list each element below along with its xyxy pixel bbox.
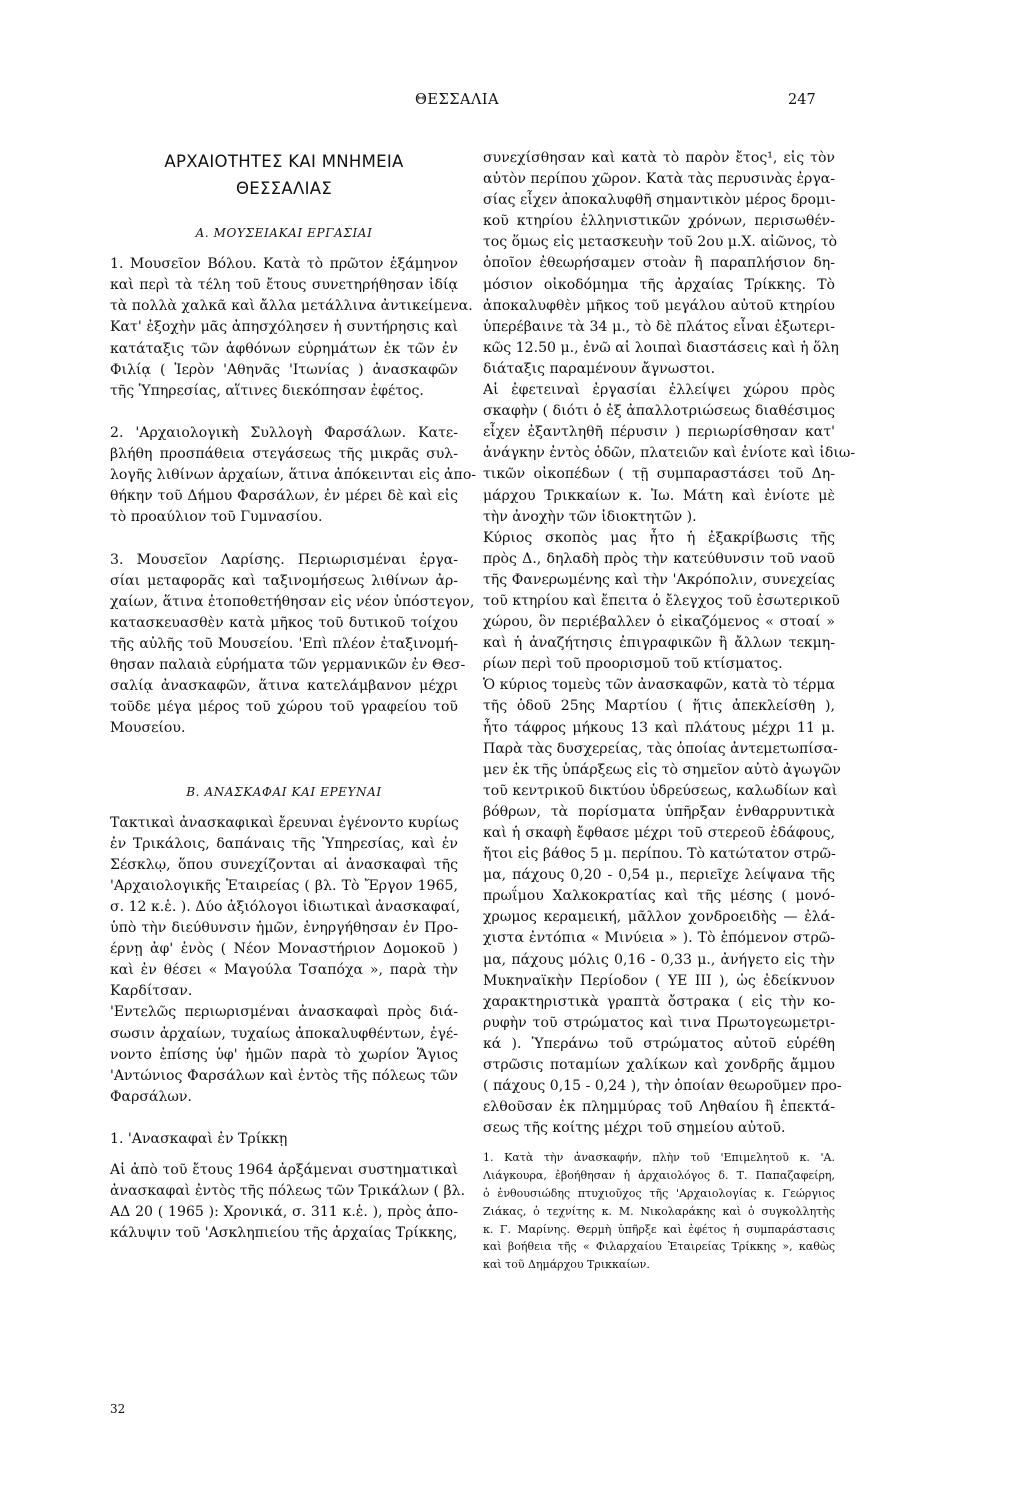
text-line: Μουσείου. (110, 720, 186, 737)
text-line: Τακτικαὶ ἀνασκαφικαὶ ἔρευναι ἐγένοντο κυρίως (110, 814, 459, 831)
text-line: κά ). Ὑπεράνω τοῦ στρώματος αὐτοῦ εὑρέθη (483, 1035, 835, 1052)
footnote-line: κ. Γ. Μαρίνης. Θερμὴ ὑπῆρξε καὶ ἐφέτος ἡ συμπαράστασις (483, 1222, 835, 1236)
text-line: Κύριος σκοπὸς μας ἦτο ἡ ἐξακρίβωσις τῆς (483, 529, 835, 546)
paragraph-works (483, 380, 856, 528)
text-line: χρωμος κεραμεική, μᾶλλον χονδροειδὴς — ἐλά- (483, 909, 835, 926)
text-line: καὶ ἐν θέσει « Μαγούλα Τσαπόχα », παρὰ τὴν (110, 962, 458, 979)
text-line: ρυφὴν τοῦ στρώματος καὶ τινα Πρωτογεωμετρι- (483, 1014, 835, 1031)
text-line: μα, πάχους 0,20 - 0,54 μ., περιεῖχε λείψανα τῆς (483, 867, 835, 884)
text-line: κατάταξις τῶν ἀφθόνων εὑρημάτων ἐκ τῶν ἐν (110, 340, 458, 357)
text-line: τῆς Φανερωμένης καὶ τὴν 'Ακρόπολιν, συνεχείας (483, 571, 835, 588)
paragraph-excavations (110, 813, 461, 1003)
text-line: ἐν Τρικάλοις, δαπάναις τῆς Ὑπηρεσίας, καὶ ἐν (110, 835, 458, 852)
running-head-title: ΘΕΣΣΑΛΙΑ (415, 92, 500, 108)
text-line: στρῶσις ποταμίων χαλίκων καὶ χονδρῆς ἄμμου (483, 1057, 835, 1074)
right-column (483, 148, 856, 1274)
text-line: βλήθη προσπάθεια στεγάσεως τῆς μικρᾶς συλ- (110, 446, 458, 463)
text-line: τος ὅμως εἰς μετασκευὴν τοῦ 2ου μ.Χ. αἰῶνος, τὸ (483, 234, 838, 251)
text-line: 1. Μουσεῖον Βόλου. Κατὰ τὸ πρῶτον ἑξάμηνον (110, 256, 458, 273)
text-line: τοῦδε μέγα μέρος τοῦ χώρου τοῦ γραφείου τοῦ (110, 699, 458, 716)
text-line: θησαν παλαιὰ εὑρήματα τῶν γερμανικῶν ἐν Θεσ- (110, 656, 466, 673)
text-line: 'Αντώνιος Φαρσάλων καὶ ἐντὸς τῆς πόλεως τῶν (110, 1067, 458, 1084)
text-line: 3. Μουσεῖον Λαρίσης. Περιωρισμέναι ἐργα- (110, 551, 458, 568)
section-a-heading: Α. ΜΟΥΣΕΙΑΚΑΙ ΕΡΓΑΣΙΑΙ (195, 226, 373, 241)
left-column (110, 148, 477, 1245)
folio-number: 32 (110, 1402, 126, 1416)
text-line: ὁποῖον ἐθεωρήσαμεν στοὰν ἢ παραπλήσιον δη- (483, 255, 835, 272)
text-line: κάλυψιν τοῦ 'Ασκληπιείου τῆς ἀρχαίας Τρίκκης, (110, 1225, 458, 1242)
text-line: Καρδίτσαν. (110, 983, 193, 1000)
text-line: 'Εντελῶς περιωρισμέναι ἀνασκαφαὶ πρὸς διά- (110, 1004, 458, 1021)
text-line: σεως τῆς κοίτης μέχρι τοῦ σημείου αὐτοῦ. (483, 1120, 786, 1137)
text-line: ελθοῦσαν ἐκ πλημμύρας τοῦ Ληθαίου ἢ ἐπεκτά- (483, 1099, 835, 1116)
text-line: μα, πάχους μόλις 0,16 - 0,33 μ., ἀνήγετο εἰς τὴν (483, 951, 835, 968)
footnote (483, 1149, 835, 1274)
text-line: τῆς ὁδοῦ 25ης Μαρτίου ( ἥτις ἀπεκλείσθη ), (483, 698, 835, 715)
text-line: Αἱ ἀπὸ τοῦ ἔτους 1964 ἀρξάμεναι συστηματικαὶ (110, 1162, 458, 1179)
text-line: νοντο ἐπίσης ὑφ' ἡμῶν παρὰ τὸ χωρίον Ἅγιος (110, 1046, 458, 1063)
text-line: τῆς αὐλῆς τοῦ Μουσείου. 'Επὶ πλέον ἐταξινομή- (110, 635, 458, 652)
footnote-line: ὁ ἐνθουσιώδης πτυχιοῦχος τῆς 'Αρχαιολογίας κ. Γεώργιος (483, 1187, 835, 1200)
text-line: σαλίᾳ ἀνασκαφῶν, ἅτινα κατελάμβανον μέχρι (110, 678, 458, 695)
text-line: κῶς 12.50 μ., ἐνῶ αἱ λοιπαὶ διαστάσεις καὶ ἡ ὅλη (483, 339, 839, 356)
text-line: σ. 12 κ.ἑ. ). Δύο ἀξιόλογοι ἰδιωτικαὶ ἀνασκαφαί, (110, 899, 461, 915)
running-head (0, 92, 1024, 116)
text-line: χαρακτηριστικὰ γραπτὰ ὄστρακα ( εἰς τὴν κο- (483, 993, 835, 1010)
text-line: σίας εἶχεν ἀποκαλυφθῆ σημαντικὸν μέρος δρομι- (483, 192, 836, 209)
text-line: Φαρσάλων. (110, 1088, 192, 1105)
text-line: τικῶν οἰκοπέδων ( τῇ συμπαραστάσει τοῦ Δη- (483, 466, 835, 483)
text-line: τοῦ κτηρίου καὶ ἔπειτα ὁ ἔλεγχος τοῦ ἐσωτερικοῦ (483, 592, 840, 609)
text-line: σίαι μεταφορᾶς καὶ ταξινομήσεως λιθίνων ἀρ- (110, 572, 458, 589)
footnote-line: 1. Κατὰ τὴν ἀνασκαφήν, πλὴν τοῦ 'Επιμελητοῦ κ. 'Α. (483, 1151, 835, 1165)
text-line: Ὁ κύριος τομεὺς τῶν ἀνασκαφῶν, κατὰ τὸ τέρμα (483, 677, 836, 694)
paragraph-volos-museum (110, 254, 473, 402)
text-line: ἦτο τάφρος μήκους 13 καὶ πλάτους μέχρι 11 μ. (483, 719, 835, 736)
paragraph-farsala-collection (110, 423, 477, 528)
text-line: τὴν ἀνοχὴν τῶν ἰδιοκτητῶν ). (483, 508, 697, 525)
page-number: 247 (788, 92, 816, 108)
text-line: θήκην τοῦ Δήμου Φαρσάλων, ἐν μέρει δὲ καὶ εἰς (110, 488, 458, 505)
text-line: τῆς Ὑπηρεσίας, αἵτινες διεκόπησαν ἐφέτος. (110, 382, 424, 399)
text-line: βόθρων, τὰ πορίσματα ὑπῆρξαν ἐνθαρρυντικὰ (483, 803, 835, 820)
text-line: μόσιον οἰκοδόμημα τῆς ἀρχαίας Τρίκκης. Τὸ (483, 276, 835, 293)
text-line: Αἱ ἐφετειναὶ ἐργασίαι ἐλλείψει χώρου πρὸς (483, 382, 835, 399)
text-line: 2. 'Αρχαιολογικὴ Συλλογὴ Φαρσάλων. Κατε- (110, 424, 458, 441)
section-b-heading: Β. ΑΝΑΣΚΑΦΑΙ ΚΑΙ ΕΡΕΥΝΑΙ (186, 784, 382, 799)
text-line: χώρου, ὃν περιέβαλλεν ὁ εἰκαζόμενος « στοαί » (483, 614, 835, 631)
footnote-line: Ζιάκας, ὁ τεχνίτης κ. Μ. Νικολαράκης καὶ ὁ συγκολλητὴς (483, 1204, 835, 1218)
text-line: χαίων, ἅτινα ἐτοποθετήθησαν εἰς νέον ὑπόστεγον, (110, 593, 475, 610)
paragraph-continuation (483, 148, 839, 380)
text-line: καὶ περὶ τὰ τέλη τοῦ ἔτους συνετηρήθησαν ἰδίᾳ (110, 277, 458, 294)
text-line: ὑπὸ τὴν διεύθυνσιν ἡμῶν, ἐνηργήθησαν ἐν Προ- (110, 920, 458, 937)
text-line: σκαφὴν ( διότι ὁ ἐξ ἀπαλλοτριώσεως διαθέσιμος (483, 403, 835, 420)
text-line: 'Αρχαιολογικῆς Ἑταιρείας ( βλ. Τὸ Ἔργον 1965, (110, 877, 458, 894)
text-line: ὑπερέβαινε τὰ 34 μ., τὸ δὲ πλάτος εἶναι ἐξωτερι- (483, 318, 835, 335)
text-line: αὐτὸν περίπου χῶρον. Κατὰ τὰς περυσινὰς ἐργα- (483, 171, 836, 188)
text-line: ἀποκαλυφθὲν μῆκος τοῦ μεγάλου αὐτοῦ κτηρίου (483, 297, 835, 314)
text-line: Παρὰ τὰς δυσχερείας, τὰς ὁποίας ἀντεμετωπίσα- (483, 740, 838, 757)
text-line: τὰ πολλὰ χαλκᾶ καὶ ἄλλα μετάλλινα ἀντικείμενα. (110, 298, 473, 315)
text-line: ρίων περὶ τοῦ προορισμοῦ τοῦ κτίσματος. (483, 656, 783, 673)
text-line: Κατ' ἐξοχὴν μᾶς ἀπησχόλησεν ἡ συντήρησις καὶ (110, 319, 458, 336)
footnote-line: καὶ τοῦ Δημάρχου Τρικκαίων. (483, 1258, 650, 1272)
text-line: τὸ προαύλιον τοῦ Γυμνασίου. (110, 509, 323, 526)
text-line: μάρχου Τρικκαίων κ. Ἰω. Μάτη καὶ ἐνίοτε μὲ (483, 487, 835, 504)
text-line: ἀνάγκην ἐντὸς ὁδῶν, πλατειῶν καὶ ἐνίοτε καὶ ἰδιω- (483, 445, 856, 462)
paragraph-larisa-museum (110, 550, 475, 740)
text-line: μεν ἐκ τῆς ὑπάρξεως εἰς τὸ σημεῖον αὐτὸ ἀγωγῶν (483, 761, 841, 778)
text-line: έρνῃ ἀφ' ἑνὸς ( Νέον Μοναστήριον Δομοκοῦ ) (110, 941, 458, 958)
text-line: Φιλίᾳ ( Ἱερὸν 'Αθηνᾶς 'Ιτωνίας ) ἀνασκαφῶν (110, 361, 458, 378)
text-line: συνεχίσθησαν καὶ κατὰ τὸ παρὸν ἔτος¹, εἰς τὸν (483, 150, 835, 166)
text-line: κατασκευασθὲν κατὰ μῆκος τοῦ δυτικοῦ τοίχου (110, 614, 458, 631)
subsection-heading-trikki: 1. 'Ανασκαφαὶ ἐν Τρίκκῃ (110, 1131, 288, 1148)
text-line: κοῦ κτηρίου ἑλληνιστικῶν χρόνων, περισωθέν- (483, 213, 835, 230)
article-title-line-1: ΑΡΧΑΙΟΤΗΤΕΣ ΚΑΙ ΜΝΗΜΕΙΑ (164, 152, 404, 171)
paragraph-trikki-intro (110, 1160, 466, 1244)
text-line: καὶ ἡ σκαφὴ ἔφθασε μέχρι τοῦ στερεοῦ ἐδάφους, (483, 825, 835, 841)
text-line: Σέσκλῳ, ὅπου συνεχίζονται αἱ ἀνασκαφαὶ τῆς (110, 856, 458, 873)
text-line: λογῆς λιθίνων ἀρχαίων, ἅτινα ἀπόκεινται εἰς ἀπο- (110, 467, 477, 484)
text-line: χιστα ἐντόπια « Μινύεια » ). Τὸ ἑπόμενον στρῶ- (483, 930, 835, 947)
text-line: πρὸς Δ., δηλαδὴ πρὸς τὴν κατεύθυνσιν τοῦ ναοῦ (483, 550, 835, 567)
text-line: ἤτοι εἰς βάθος 5 μ. περίπου. Τὸ κατώτατον στρῶ- (483, 846, 836, 863)
footnote-line: καὶ βοήθεια τῆς « Φιλαρχαίου Ἑταιρείας Τρίκκης », καθὼς (483, 1240, 835, 1254)
paragraph-main-sector (483, 675, 842, 1139)
text-line: σωσιν ἀρχαίων, τυχαίως ἀποκαλυφθέντων, ἐγέ- (110, 1025, 458, 1042)
footnote-line: Λιάγκουρα, ἐβοήθησαν ἡ ἀρχαιολόγος δ. Τ. Παπαζαφείρη, (483, 1169, 835, 1183)
text-line: ( πάχους 0,15 - 0,24 ), τὴν ὁποίαν θεωροῦμεν προ- (483, 1078, 842, 1095)
text-line: ΑΔ 20 ( 1965 ): Χρονικά, σ. 311 κ.ἑ. ), πρὸς ἀπο- (110, 1204, 458, 1221)
text-line: εἶχεν ἐξαντληθῆ πέρυσιν ) περιωρίσθησαν κατ' (483, 424, 835, 441)
text-line: καὶ ἡ ἀναζήτησις ἐπιγραφικῶν ἢ ἄλλων τεκμη- (483, 635, 835, 652)
text-line: Μυκηναϊκὴν Περίοδον ( ΥΕ ΙΙΙ ), ὡς ἐδείκνυον (483, 972, 835, 989)
paragraph-rescue-excavations (110, 1002, 458, 1107)
article-title-line-2: ΘΕΣΣΑΛΙΑΣ (235, 179, 333, 198)
paragraph-main-goal (483, 528, 840, 676)
text-line: πρωΐμου Χαλκοκρατίας καὶ τῆς μέσης ( μονό- (483, 888, 835, 905)
text-line: ἀνασκαφαὶ ἐντὸς τῆς πόλεως τῶν Τρικάλων ( βλ. (110, 1183, 466, 1200)
text-line: τοῦ κεντρικοῦ δικτύου ὑδρεύσεως, καλωδίων καὶ (483, 782, 838, 799)
text-line: διάταξις παραμένουν ἄγνωστοι. (483, 360, 716, 377)
